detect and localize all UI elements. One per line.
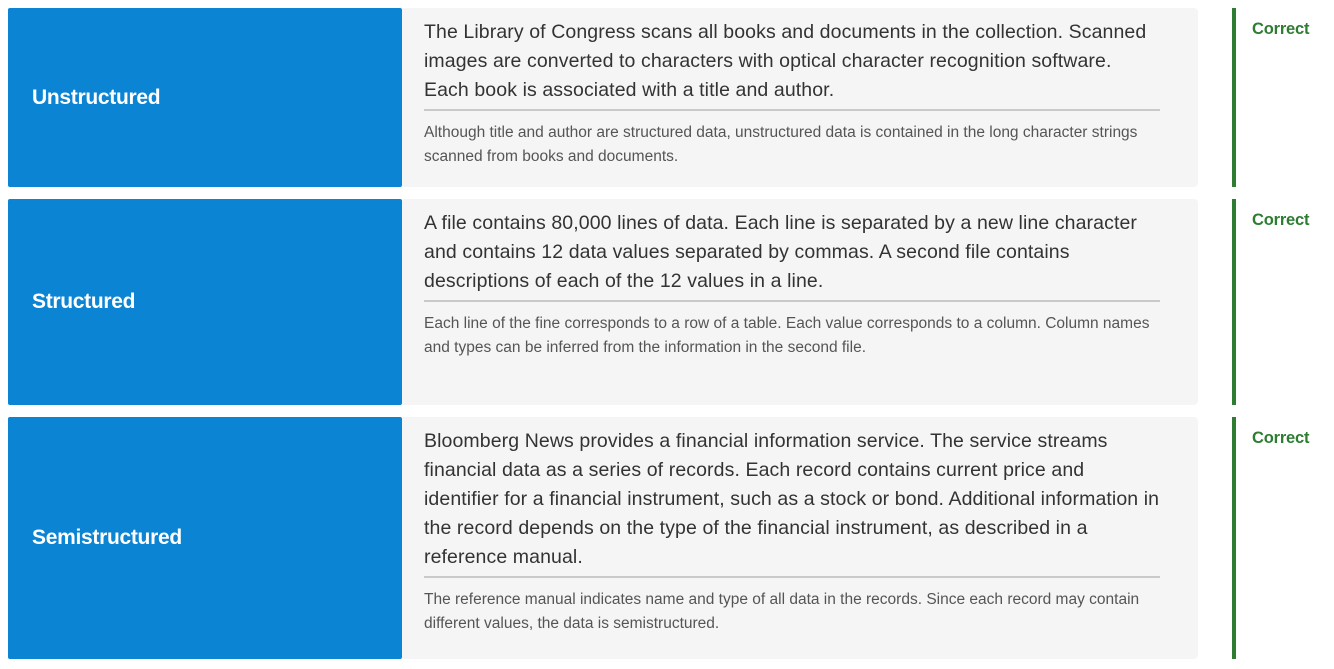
drop-zone-3[interactable]	[8, 417, 402, 659]
definition-explanation: The reference manual indicates name and type of all data in the records. Since each record may contain different values, the data is semistructured.	[424, 591, 1140, 632]
definition-prompt: A file contains 80,000 lines of data. Each line is separated by a new line character and contains 12 data values separated by commas. A second file contains descriptions of each of the 12 values in a line.	[424, 209, 1160, 302]
definition-card-3	[402, 417, 1198, 659]
definition-explanation: Each line of the fine corresponds to a row of a table. Each value corresponds to a column. Column names and types can be inferred from the information in the second file.	[424, 315, 1150, 356]
definition-prompt: The Library of Congress scans all books and documents in the collection. Scanned images are converted to characters with optical character recognition software. Each book is associated with a title and author.	[424, 18, 1160, 111]
status-correct: Correct	[1252, 429, 1310, 447]
definition-explanation: Although title and author are structured data, unstructured data is contained in the long character strings scanned from books and documents.	[424, 124, 1138, 165]
definition-prompt: Bloomberg News provides a financial information service. The service streams financial data as a series of records. Each record contains current price and identifier for a financial instrument, such as a stock or bond. Additional information in the record depends on the type of the financial instrument, as described in a reference manual.	[424, 427, 1160, 578]
match-row-1	[8, 8, 1334, 187]
definition-card-2	[402, 199, 1198, 405]
drop-zone-label[interactable]: Semistructured	[32, 526, 182, 549]
drop-zone-label[interactable]: Structured	[32, 290, 136, 313]
status-correct: Correct	[1252, 20, 1310, 38]
match-row-3	[8, 417, 1334, 659]
match-row-2	[8, 199, 1334, 405]
status-indicator-1	[1232, 8, 1309, 187]
drop-zone-label[interactable]: Unstructured	[32, 85, 161, 109]
drop-zone-1[interactable]	[8, 8, 402, 187]
definition-card-1	[402, 8, 1198, 187]
status-indicator-3	[1232, 417, 1309, 659]
drop-zone-2[interactable]	[8, 199, 402, 405]
status-correct: Correct	[1252, 211, 1310, 229]
status-indicator-2	[1232, 199, 1309, 405]
